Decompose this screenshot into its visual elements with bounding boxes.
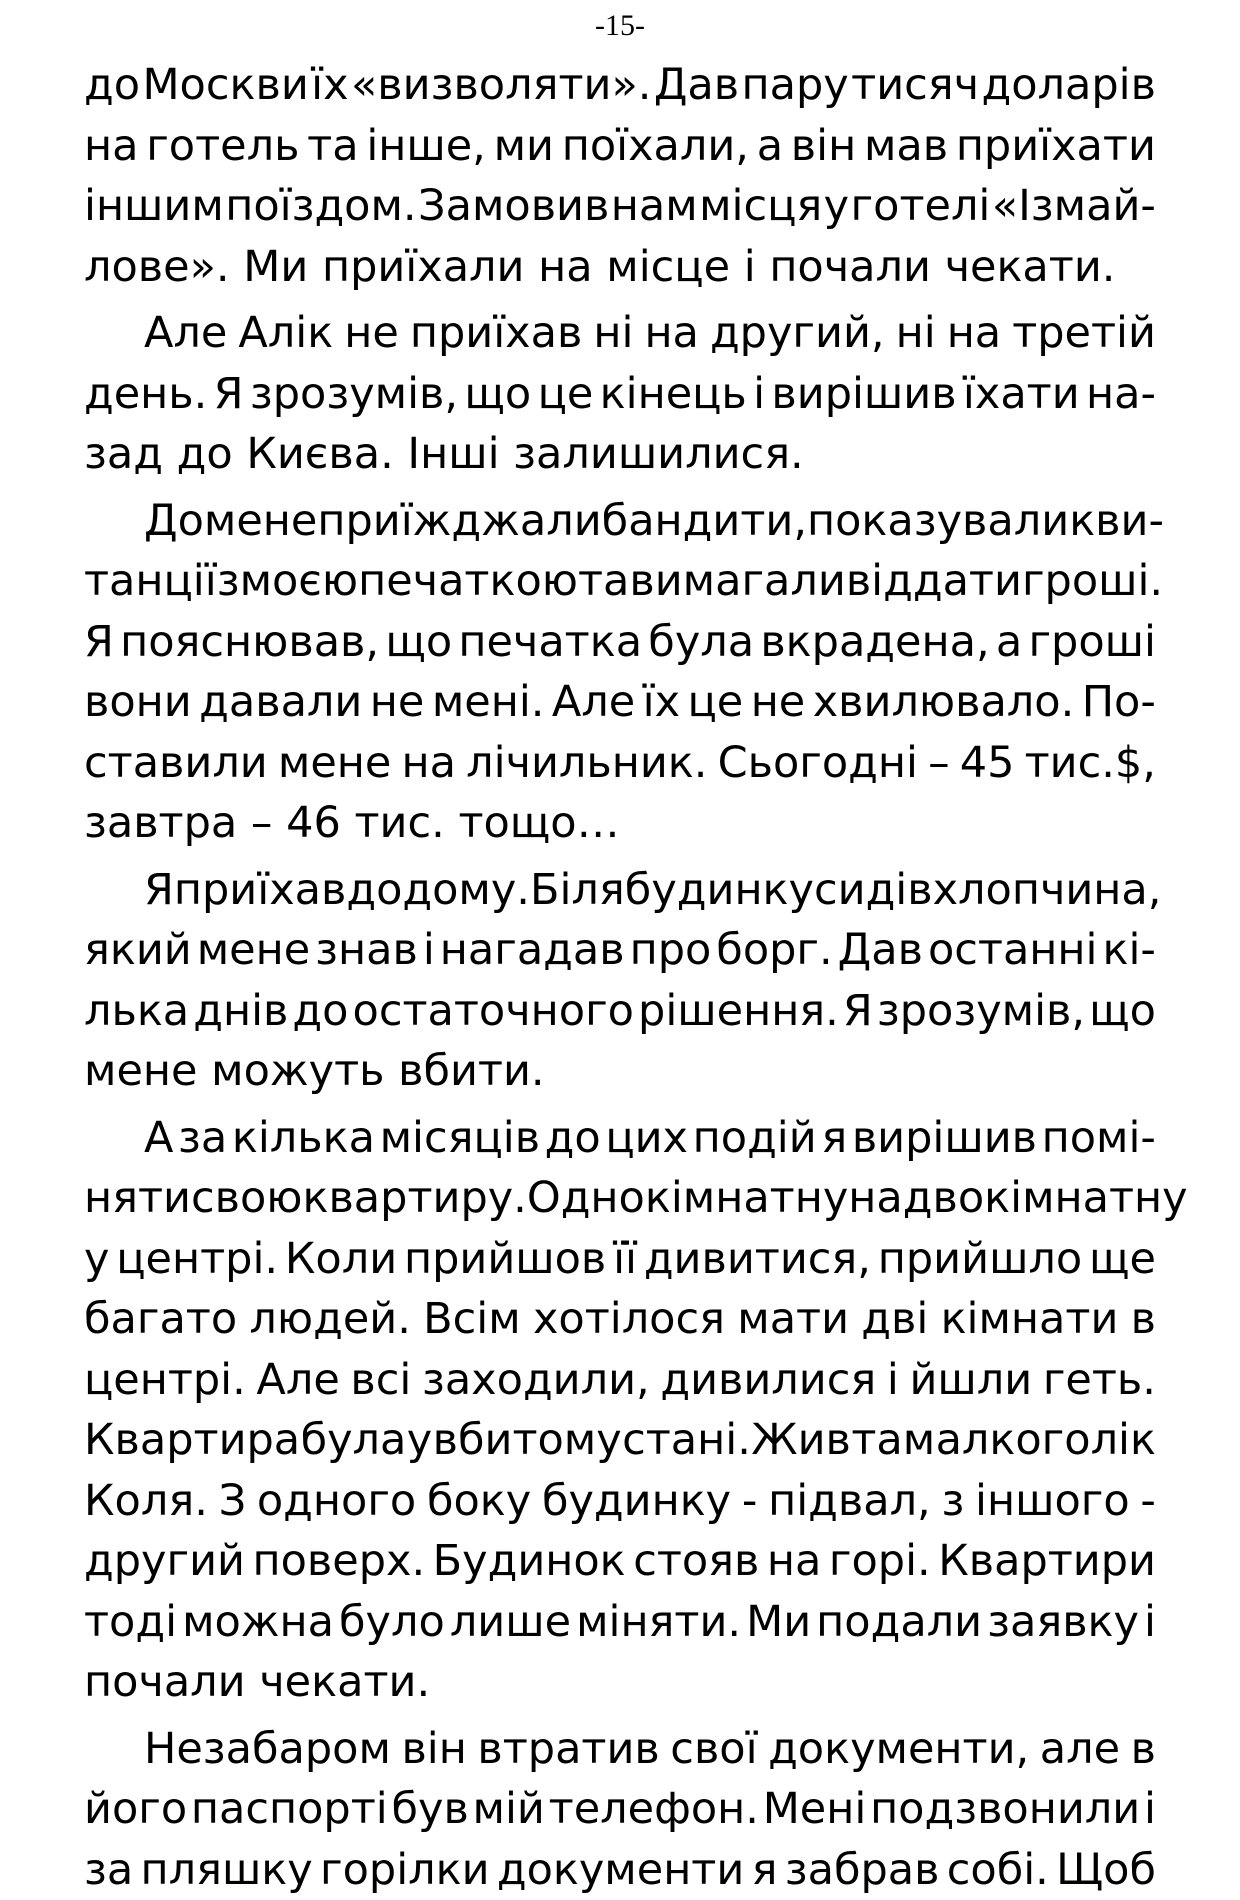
word: зрозумів, [877,981,1085,1042]
word: Я [144,860,174,921]
word: - [1140,1471,1156,1532]
word: він [401,1719,466,1780]
word: його [84,1779,187,1840]
word: борг. [716,920,832,981]
word: печаткою [358,551,578,612]
text-line [84,1840,1156,1900]
page-number: -15- [0,8,1240,44]
word: Але [256,1350,339,1411]
word: тоді [84,1592,177,1653]
word: прийшов [404,1229,606,1290]
word: хвилювало. [813,672,1075,733]
word: горілки [320,1840,490,1900]
text-line [84,920,1156,981]
text-line [84,303,1156,364]
word: Мені [763,1779,867,1840]
word: другий [84,1531,245,1592]
word: мати [737,1289,849,1350]
word: алкоголік [936,1410,1156,1471]
text-line [84,424,1156,485]
word: Щоб [1056,1840,1156,1900]
word: стані. [622,1410,751,1471]
paragraph [84,303,1156,485]
text-line [84,1592,1156,1653]
word: був [391,1779,468,1840]
word: їх [311,55,348,116]
word: лічильник. [466,733,707,794]
word: свою [191,1168,303,1229]
word: З [219,1471,247,1532]
word: нам [611,176,698,237]
word: додому. [346,860,530,921]
body-text [84,55,1156,1900]
word: остаточного [353,981,634,1042]
word: йшли [909,1350,1032,1411]
text-line [84,1289,1156,1350]
word: у [824,176,849,237]
text-line [84,733,1156,794]
word: вирішив [852,1108,1037,1169]
word: мій [473,1779,545,1840]
word: на [402,733,456,794]
word: мав [864,116,948,177]
word: тис.$, [1025,733,1156,794]
word: Дав [654,55,739,116]
word: а [757,116,783,177]
word: в [1131,1289,1156,1350]
line-text: почали чекати. [84,1652,430,1713]
word: мене [204,491,317,552]
word: Всім [423,1289,521,1350]
word: Я [84,612,114,673]
word: приїхав [174,860,346,921]
word: і [1144,1592,1156,1653]
word: заходили, [422,1350,650,1411]
line-text: зад до Києва. Інші залишилися. [84,424,804,485]
word: сидів [814,860,933,921]
word: людей. [249,1289,410,1350]
word: телефон. [549,1779,759,1840]
word: А [144,1108,173,1169]
word: Коли [285,1229,397,1290]
text-line [84,981,1156,1042]
word: Незабаром [144,1719,391,1780]
word: зрозумів, [250,364,458,425]
line-text: мене можуть вбити. [84,1041,545,1102]
word: поїхали, [562,116,749,177]
word: була [301,1410,407,1471]
word: горі. [829,1531,931,1592]
word: ще [1089,1229,1156,1290]
word: підвал, [768,1471,931,1532]
text-line [84,612,1156,673]
word: давали [199,672,362,733]
paragraph [84,55,1156,297]
text-line [84,1108,1156,1169]
word: вони [84,672,192,733]
word: До [144,491,204,552]
word: – [928,733,950,794]
word: пару [742,55,849,116]
word: Алік [238,303,333,364]
word: пляшку [141,1840,313,1900]
word: за [84,1840,133,1900]
word: Квартира [84,1410,300,1471]
word: не [370,672,425,733]
word: паспорті [191,1779,388,1840]
text-line [84,1229,1156,1290]
text-line [84,1652,1156,1713]
word: їх [643,672,680,733]
text-line [84,491,1156,552]
word: у [407,1410,432,1471]
paragraph [84,860,1156,1102]
word: з [217,551,240,612]
word: лька [84,981,189,1042]
word: на [848,1168,902,1229]
text-line [84,1041,1156,1102]
word: вимагали [629,551,845,612]
word: іншим [84,176,224,237]
word: геть. [1043,1350,1156,1411]
word: на [767,1531,821,1592]
word: і [423,920,435,981]
word: місця [699,176,822,237]
word: мене [278,733,391,794]
word: приїжджали [317,491,601,552]
word: 45 [960,733,1015,794]
word: хотілося [533,1289,725,1350]
word: По- [1082,672,1156,733]
word: це [538,364,594,425]
text-line [84,1410,1156,1471]
text-line [84,1719,1156,1780]
word: двокімнатну [903,1168,1188,1229]
word: печатка [458,612,642,673]
word: мене [197,920,310,981]
word: Але [552,672,635,733]
word: подій [693,1108,817,1169]
word: «Ізмай- [992,176,1156,237]
word: Коля. [84,1471,208,1532]
word: він [791,116,856,177]
word: дивилися [660,1350,876,1411]
word: на [644,303,698,364]
word: кінець [600,364,747,425]
word: що [1089,981,1156,1042]
word: Я [214,364,244,425]
word: багато [84,1289,237,1350]
word: квартиру. [302,1168,526,1229]
word: поїздом. [225,176,416,237]
word: іншого [975,1471,1130,1532]
word: який [84,920,192,981]
word: вкрадена, [760,612,989,673]
word: та [578,551,629,612]
word: стояв [633,1531,759,1592]
word: Однокімнатну [527,1168,848,1229]
word: на [84,116,138,177]
word: будинку [542,1471,731,1532]
word: вбитому [433,1410,622,1471]
word: знав [315,920,418,981]
text-line [84,1531,1156,1592]
word: гроші. [1022,551,1163,612]
paragraph [84,1719,1156,1900]
text-line [84,793,1156,854]
word: готель [146,116,299,177]
text-line [84,176,1156,237]
word: на- [1086,364,1156,425]
word: останні [928,920,1098,981]
word: і [887,1350,899,1411]
word: цих [605,1108,688,1169]
word: не [751,672,806,733]
word: було [339,1592,445,1653]
word: пояснював, [120,612,379,673]
word: хлопчина, [933,860,1162,921]
word: поверх. [252,1531,425,1592]
word: боку [427,1471,531,1532]
word: готелі [851,176,991,237]
word: я [752,1840,778,1900]
word: на [947,303,1001,364]
word: але [1040,1719,1120,1780]
text-line [84,1471,1156,1532]
word: Жив [751,1410,851,1471]
word: танції [84,551,217,612]
text-line [84,237,1156,298]
word: Москви [142,55,308,116]
word: дивитися, [644,1229,871,1290]
word: дві [861,1289,928,1350]
word: заявку [987,1592,1139,1653]
word: будинку [625,860,814,921]
word: була [648,612,754,673]
word: подзвонили [870,1779,1140,1840]
word: забрав [785,1840,940,1900]
word: рішення. [638,981,839,1042]
word: ставили [84,733,268,794]
word: помі- [1042,1108,1156,1169]
word: я [821,1108,847,1169]
word: Сьогодні [718,733,918,794]
word: кілька [232,1108,375,1169]
word: до [292,981,348,1042]
word: у [84,1229,109,1290]
word: «визволяти». [351,55,651,116]
word: Дав [838,920,923,981]
word: ні [896,303,936,364]
word: прийшло [878,1229,1082,1290]
word: другий, [710,303,885,364]
word: одного [257,1471,416,1532]
word: втратив [477,1719,659,1780]
word: Будинок [433,1531,626,1592]
word: Біля [530,860,625,921]
word: бандити, [602,491,807,552]
word: в [1131,1719,1156,1780]
word: мені. [432,672,545,733]
word: всі [350,1350,411,1411]
word: кімнати [941,1289,1119,1350]
word: днів [193,981,288,1042]
word: центрі. [116,1229,278,1290]
word: можна [182,1592,334,1653]
word: вирішив [771,364,956,425]
text-line [84,672,1156,733]
word: міняти. [576,1592,741,1653]
word: моєю [240,551,359,612]
word: приїхати [956,116,1156,177]
word: за [178,1108,227,1169]
line-text: лове». Ми приїхали на місце і почали чекати. [84,237,1115,298]
text-line [84,55,1156,116]
word: ні [593,303,633,364]
word: Але [144,303,227,364]
word: показували [807,491,1069,552]
word: Замовив [418,176,609,237]
word: місяців [380,1108,540,1169]
word: третій [1012,303,1156,364]
word: це [688,672,744,733]
word: - [742,1471,758,1532]
word: ми [494,116,554,177]
text-line [84,1779,1156,1840]
word: приїхав [410,303,582,364]
word: і [753,364,765,425]
word: подали [816,1592,982,1653]
word: віддати [846,551,1022,612]
word: що [385,612,452,673]
word: кви- [1069,491,1164,552]
word: Квартири [938,1531,1156,1592]
word: що [464,364,531,425]
word: нагадав [440,920,625,981]
word: лише [450,1592,571,1653]
word: не [344,303,399,364]
word: документи [497,1840,744,1900]
word: там [851,1410,935,1471]
word: гроші [1028,612,1156,673]
line-text: завтра – 46 тис. тощо… [84,793,620,854]
word: їхати [963,364,1080,425]
word: собі. [947,1840,1049,1900]
word: центрі. [84,1350,246,1411]
word: про [630,920,712,981]
word: а [996,612,1022,673]
word: день. [84,364,207,425]
paragraph [84,491,1156,854]
word: інше, [366,116,486,177]
word: з [941,1471,964,1532]
word: няти [84,1168,191,1229]
text-line [84,116,1156,177]
word: свої [670,1719,757,1780]
text-line [84,1168,1156,1229]
paragraph [84,1108,1156,1713]
text-line [84,551,1156,612]
word: до [545,1108,601,1169]
word: до [84,55,140,116]
word: і [1144,1779,1156,1840]
text-line [84,1350,1156,1411]
word: документи, [768,1719,1029,1780]
word: кі- [1102,920,1155,981]
word: її [613,1229,637,1290]
word: Ми [746,1592,811,1653]
text-line [84,364,1156,425]
text-line [84,860,1156,921]
word: Я [843,981,873,1042]
word: доларів [981,55,1155,116]
word: тисяч [851,55,979,116]
word: та [307,116,358,177]
